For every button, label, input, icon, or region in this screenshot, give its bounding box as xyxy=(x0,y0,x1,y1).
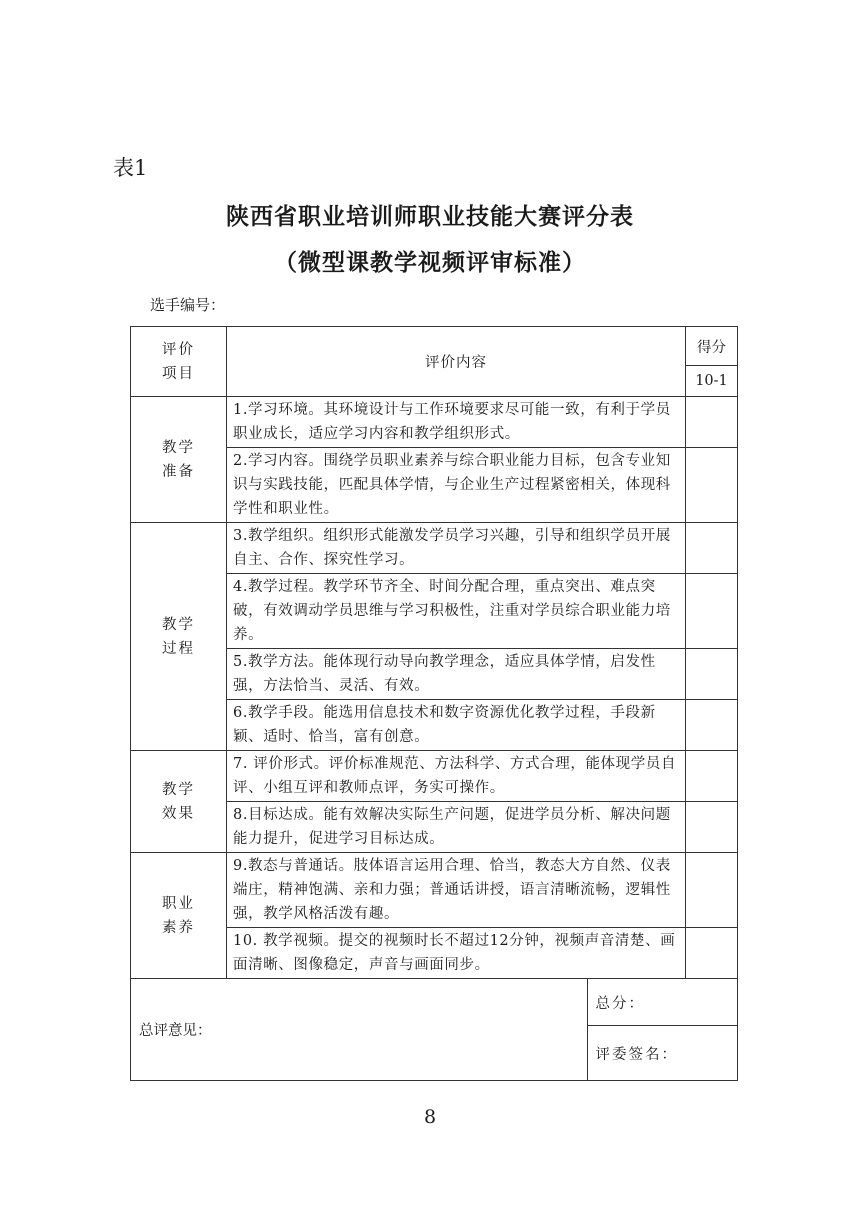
category-label-line2: 过程 xyxy=(162,640,195,657)
document-title: 陕西省职业培训师职业技能大赛评分表 xyxy=(226,204,634,230)
contestant-number-label: 选手编号： xyxy=(150,296,226,314)
score-input-cell[interactable] xyxy=(686,523,738,574)
total-score-label: 总分： xyxy=(595,995,645,1012)
category-label-line1: 教学 xyxy=(162,781,195,798)
table-number-label: 表1 xyxy=(113,156,148,180)
judge-signature-label: 评委签名： xyxy=(595,1046,678,1063)
document-subtitle: （微型课教学视频评审标准） xyxy=(274,250,586,276)
header-score-range: 10-1 xyxy=(686,366,738,397)
criterion-text: 7. 评价形式。评价标准规范、方法科学、方式合理，能体现学员自评、小组互评和教师点评，务实可操作。 xyxy=(227,751,686,802)
category-cell xyxy=(131,397,227,523)
footer-row xyxy=(131,979,738,1081)
score-input-cell[interactable] xyxy=(686,928,738,979)
criterion-text: 8.目标达成。能有效解决实际生产问题，促进学员分析、解决问题能力提升，促进学习目标达成。 xyxy=(227,802,686,853)
footer-inner-row-1 xyxy=(131,979,737,1026)
judge-signature-cell[interactable] xyxy=(587,1026,737,1081)
criterion-row xyxy=(131,751,738,802)
criterion-row xyxy=(131,397,738,448)
header-item-line1: 评价 xyxy=(162,341,195,358)
category-label-line1: 教学 xyxy=(162,439,195,456)
criterion-text: 6.教学手段。能选用信息技术和数字资源优化教学过程，手段新颖、适时、恰当，富有创意。 xyxy=(227,700,686,751)
score-input-cell[interactable] xyxy=(686,574,738,649)
criterion-text: 1.学习环境。其环境设计与工作环境要求尽可能一致，有利于学员职业成长，适应学习内容和教学组织形式。 xyxy=(227,397,686,448)
page-number: 8 xyxy=(423,1106,437,1128)
header-evaluation-item xyxy=(131,327,227,397)
header-item-line2: 项目 xyxy=(162,365,195,382)
table-header-row xyxy=(131,327,738,366)
criterion-row xyxy=(131,523,738,574)
score-input-cell[interactable] xyxy=(686,649,738,700)
category-cell xyxy=(131,523,227,751)
criterion-row xyxy=(131,853,738,928)
category-label-line1: 教学 xyxy=(162,616,195,633)
header-score: 得分 xyxy=(686,327,738,366)
score-input-cell[interactable] xyxy=(686,853,738,928)
header-evaluation-content: 评价内容 xyxy=(227,327,686,397)
score-input-cell[interactable] xyxy=(686,397,738,448)
overall-comments-label: 总评意见： xyxy=(139,1023,212,1039)
category-label-line2: 效果 xyxy=(162,805,195,822)
criterion-text: 4.教学过程。教学环节齐全、时间分配合理，重点突出、难点突破，有效调动学员思维与学习积极性，注重对学员综合职业能力培养。 xyxy=(227,574,686,649)
score-input-cell[interactable] xyxy=(686,448,738,523)
overall-comments-cell[interactable] xyxy=(131,979,587,1080)
category-cell xyxy=(131,751,227,853)
criterion-text: 5.教学方法。能体现行动导向教学理念，适应具体学情，启发性强，方法恰当、灵活、有效。 xyxy=(227,649,686,700)
total-score-cell[interactable] xyxy=(587,979,737,1026)
criterion-text: 3.教学组织。组织形式能激发学员学习兴趣，引导和组织学员开展自主、合作、探究性学习。 xyxy=(227,523,686,574)
footer-layout xyxy=(131,979,737,1080)
footer-container xyxy=(131,979,738,1081)
score-input-cell[interactable] xyxy=(686,751,738,802)
score-input-cell[interactable] xyxy=(686,700,738,751)
category-label-line2: 素养 xyxy=(162,919,195,936)
criterion-text: 10. 教学视频。提交的视频时长不超过12分钟，视频声音清楚、画面清晰、图像稳定，声音与画面同步。 xyxy=(227,928,686,979)
criterion-text: 2.学习内容。围绕学员职业素养与综合职业能力目标，包含专业知识与实践技能，匹配具体学情，与企业生产过程紧密相关，体现科学性和职业性。 xyxy=(227,448,686,523)
category-cell xyxy=(131,853,227,979)
criterion-text: 9.教态与普通话。肢体语言运用合理、恰当，教态大方自然、仪表端庄，精神饱满、亲和力强；普通话讲授，语言清晰流畅，逻辑性强，教学风格活泼有趣。 xyxy=(227,853,686,928)
score-input-cell[interactable] xyxy=(686,802,738,853)
category-label-line1: 职业 xyxy=(162,895,195,912)
category-label-line2: 准备 xyxy=(162,463,195,480)
scoring-table xyxy=(130,326,738,1081)
